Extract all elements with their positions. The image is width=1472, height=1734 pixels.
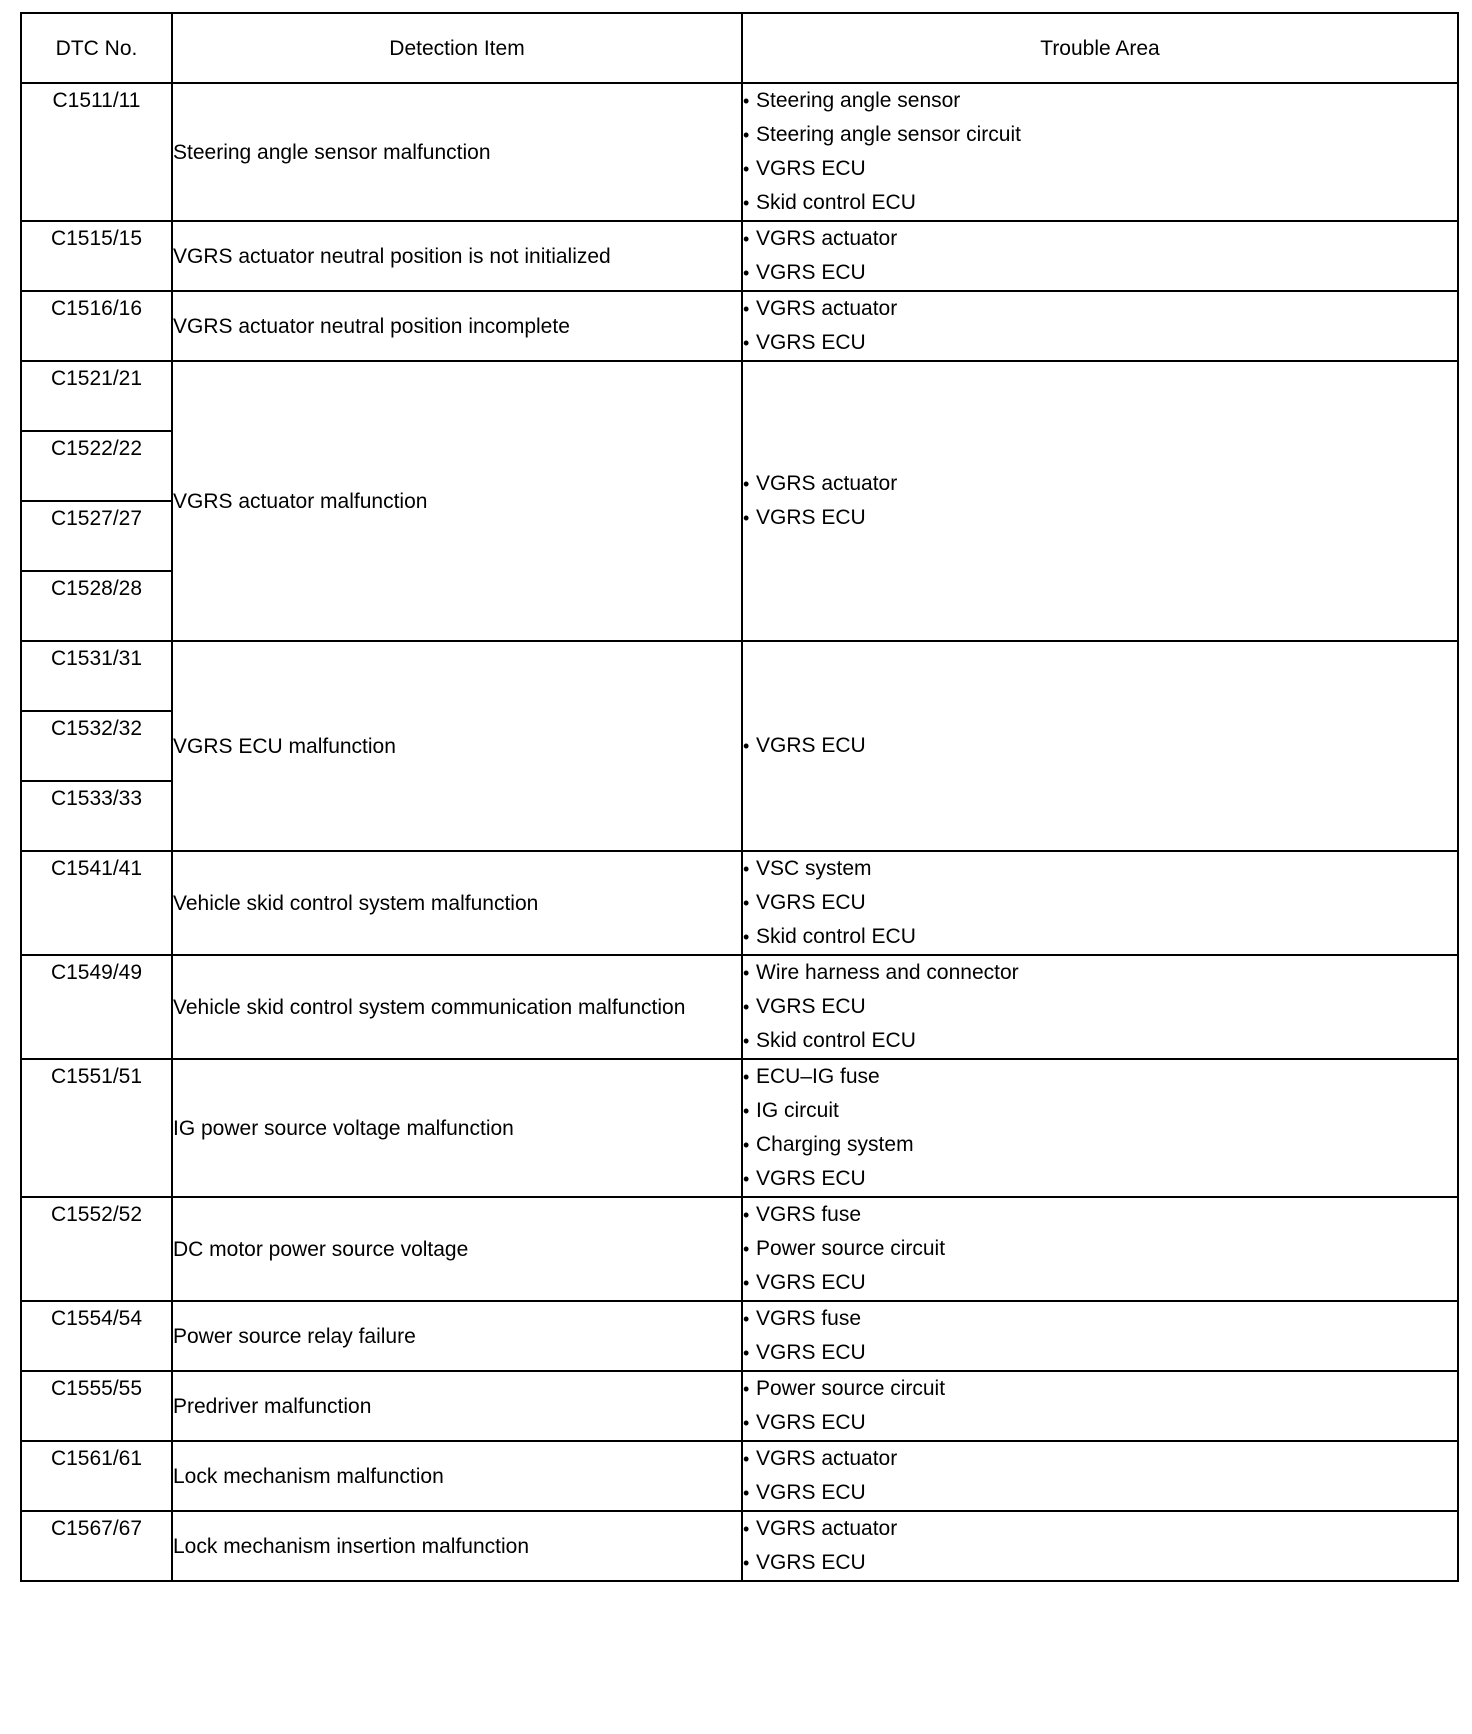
- dtc-code: C1516/16: [21, 291, 172, 361]
- dtc-table: [20, 12, 1459, 1582]
- trouble-area-item: [743, 1512, 1457, 1546]
- trouble-area: [742, 955, 1458, 1059]
- trouble-area-item: [743, 1128, 1457, 1162]
- trouble-area-item: [743, 1406, 1457, 1440]
- trouble-area: [742, 1197, 1458, 1301]
- trouble-area-text: VGRS ECU: [756, 1411, 866, 1434]
- detection-item: Lock mechanism malfunction: [172, 1441, 742, 1511]
- table-row: [21, 955, 1458, 1059]
- trouble-area-text: VGRS ECU: [756, 506, 866, 529]
- detection-item: Steering angle sensor malfunction: [172, 83, 742, 221]
- trouble-area-text: VGRS fuse: [756, 1307, 862, 1330]
- trouble-area-text: Steering angle sensor: [756, 89, 961, 112]
- bullet-icon: •: [743, 1309, 750, 1329]
- bullet-icon: •: [743, 963, 750, 983]
- trouble-area-item: [743, 222, 1457, 256]
- bullet-icon: •: [743, 1379, 750, 1399]
- trouble-area-text: VGRS actuator: [756, 472, 898, 495]
- detection-item: Vehicle skid control system communication malfunction: [172, 955, 742, 1059]
- trouble-area-item: [743, 1336, 1457, 1370]
- trouble-area-item: [743, 1162, 1457, 1196]
- table-row: [21, 291, 1458, 361]
- detection-item: IG power source voltage malfunction: [172, 1059, 742, 1197]
- table-header: [21, 13, 1458, 83]
- dtc-code: C1522/22: [21, 431, 172, 501]
- dtc-code: C1554/54: [21, 1301, 172, 1371]
- bullet-icon: •: [743, 193, 750, 213]
- trouble-area-text: VGRS ECU: [756, 1481, 866, 1504]
- bullet-icon: •: [743, 333, 750, 353]
- bullet-icon: •: [743, 1101, 750, 1121]
- trouble-area: [742, 1301, 1458, 1371]
- trouble-area-item: [743, 956, 1457, 990]
- bullet-icon: •: [743, 1553, 750, 1573]
- bullet-icon: •: [743, 1483, 750, 1503]
- trouble-area-text: VGRS fuse: [756, 1203, 862, 1226]
- trouble-area-item: [743, 729, 1457, 763]
- trouble-area-item: [743, 326, 1457, 360]
- dtc-code: C1531/31: [21, 641, 172, 711]
- bullet-icon: •: [743, 1273, 750, 1293]
- trouble-area-text: VGRS ECU: [756, 1551, 866, 1574]
- table-row: [21, 361, 1458, 431]
- bullet-icon: •: [743, 159, 750, 179]
- trouble-area-text: VGRS ECU: [756, 995, 866, 1018]
- bullet-icon: •: [743, 893, 750, 913]
- table-row: [21, 1441, 1458, 1511]
- trouble-area-item: [743, 1232, 1457, 1266]
- dtc-code: C1511/11: [21, 83, 172, 221]
- detection-item: VGRS actuator malfunction: [172, 361, 742, 641]
- dtc-code: C1515/15: [21, 221, 172, 291]
- trouble-area-item: [743, 1546, 1457, 1580]
- bullet-icon: •: [743, 1205, 750, 1225]
- table-row: [21, 1197, 1458, 1301]
- trouble-area-text: Skid control ECU: [756, 1029, 916, 1052]
- bullet-icon: •: [743, 1067, 750, 1087]
- trouble-area-item: [743, 852, 1457, 886]
- trouble-area-text: Skid control ECU: [756, 925, 916, 948]
- bullet-icon: •: [743, 1413, 750, 1433]
- dtc-code: C1561/61: [21, 1441, 172, 1511]
- bullet-icon: •: [743, 263, 750, 283]
- bullet-icon: •: [743, 229, 750, 249]
- trouble-area-text: Steering angle sensor circuit: [756, 123, 1021, 146]
- table-row: [21, 851, 1458, 955]
- trouble-area-text: VGRS actuator: [756, 297, 898, 320]
- dtc-code: C1549/49: [21, 955, 172, 1059]
- bullet-icon: •: [743, 1169, 750, 1189]
- table-body: [21, 83, 1458, 1581]
- trouble-area-item: [743, 1476, 1457, 1510]
- trouble-area-item: [743, 1060, 1457, 1094]
- bullet-icon: •: [743, 1031, 750, 1051]
- trouble-area-item: [743, 118, 1457, 152]
- detection-item: Predriver malfunction: [172, 1371, 742, 1441]
- trouble-area: [742, 291, 1458, 361]
- trouble-area-item: [743, 186, 1457, 220]
- table-row: [21, 1301, 1458, 1371]
- trouble-area-text: VSC system: [756, 857, 872, 880]
- dtc-code: C1552/52: [21, 1197, 172, 1301]
- bullet-icon: •: [743, 1519, 750, 1539]
- detection-item: Lock mechanism insertion malfunction: [172, 1511, 742, 1581]
- table-row: [21, 1511, 1458, 1581]
- trouble-area: [742, 83, 1458, 221]
- detection-item: VGRS ECU malfunction: [172, 641, 742, 851]
- trouble-area-text: VGRS ECU: [756, 261, 866, 284]
- detection-item: Vehicle skid control system malfunction: [172, 851, 742, 955]
- trouble-area-text: VGRS ECU: [756, 1271, 866, 1294]
- trouble-area-item: [743, 84, 1457, 118]
- table-row: [21, 1059, 1458, 1197]
- bullet-icon: •: [743, 91, 750, 111]
- trouble-area-text: IG circuit: [756, 1099, 839, 1122]
- trouble-area-item: [743, 256, 1457, 290]
- trouble-area-text: ECU–IG fuse: [756, 1065, 880, 1088]
- bullet-icon: •: [743, 474, 750, 494]
- trouble-area: [742, 851, 1458, 955]
- table-row: [21, 221, 1458, 291]
- trouble-area-item: [743, 1442, 1457, 1476]
- dtc-code: C1555/55: [21, 1371, 172, 1441]
- detection-item: DC motor power source voltage: [172, 1197, 742, 1301]
- table-row: [21, 83, 1458, 221]
- bullet-icon: •: [743, 997, 750, 1017]
- dtc-code: C1551/51: [21, 1059, 172, 1197]
- trouble-area-item: [743, 501, 1457, 535]
- trouble-area-item: [743, 292, 1457, 326]
- detection-item: VGRS actuator neutral position is not initialized: [172, 221, 742, 291]
- dtc-code: C1528/28: [21, 571, 172, 641]
- header-dtc-no: DTC No.: [21, 13, 172, 83]
- trouble-area-text: VGRS ECU: [756, 734, 866, 757]
- trouble-area: [742, 1441, 1458, 1511]
- bullet-icon: •: [743, 859, 750, 879]
- trouble-area-text: VGRS ECU: [756, 1167, 866, 1190]
- bullet-icon: •: [743, 1135, 750, 1155]
- detection-item: Power source relay failure: [172, 1301, 742, 1371]
- bullet-icon: •: [743, 736, 750, 756]
- trouble-area-item: [743, 886, 1457, 920]
- bullet-icon: •: [743, 1239, 750, 1259]
- trouble-area: [742, 221, 1458, 291]
- trouble-area-text: Wire harness and connector: [756, 961, 1019, 984]
- header-detection-item: Detection Item: [172, 13, 742, 83]
- trouble-area-text: VGRS actuator: [756, 227, 898, 250]
- trouble-area-item: [743, 152, 1457, 186]
- trouble-area-text: Skid control ECU: [756, 191, 916, 214]
- table-row: [21, 1371, 1458, 1441]
- dtc-code: C1532/32: [21, 711, 172, 781]
- trouble-area-item: [743, 1302, 1457, 1336]
- trouble-area-text: VGRS actuator: [756, 1447, 898, 1470]
- dtc-code: C1521/21: [21, 361, 172, 431]
- trouble-area-item: [743, 467, 1457, 501]
- trouble-area-text: Charging system: [756, 1133, 914, 1156]
- bullet-icon: •: [743, 299, 750, 319]
- trouble-area: [742, 1059, 1458, 1197]
- trouble-area: [742, 1371, 1458, 1441]
- trouble-area-text: VGRS ECU: [756, 1341, 866, 1364]
- trouble-area-item: [743, 990, 1457, 1024]
- trouble-area-text: Power source circuit: [756, 1377, 946, 1400]
- trouble-area-item: [743, 920, 1457, 954]
- bullet-icon: •: [743, 1449, 750, 1469]
- dtc-code: C1567/67: [21, 1511, 172, 1581]
- trouble-area-text: Power source circuit: [756, 1237, 946, 1260]
- trouble-area-item: [743, 1094, 1457, 1128]
- trouble-area-text: VGRS ECU: [756, 331, 866, 354]
- header-trouble-area: Trouble Area: [742, 13, 1458, 83]
- detection-item: VGRS actuator neutral position incomplete: [172, 291, 742, 361]
- trouble-area-text: VGRS ECU: [756, 891, 866, 914]
- bullet-icon: •: [743, 1343, 750, 1363]
- trouble-area-text: VGRS ECU: [756, 157, 866, 180]
- dtc-code: C1533/33: [21, 781, 172, 851]
- bullet-icon: •: [743, 927, 750, 947]
- trouble-area-item: [743, 1024, 1457, 1058]
- trouble-area-text: VGRS actuator: [756, 1517, 898, 1540]
- trouble-area-item: [743, 1266, 1457, 1300]
- trouble-area-item: [743, 1372, 1457, 1406]
- trouble-area: [742, 641, 1458, 851]
- bullet-icon: •: [743, 508, 750, 528]
- trouble-area-item: [743, 1198, 1457, 1232]
- trouble-area: [742, 1511, 1458, 1581]
- table-row: [21, 641, 1458, 711]
- dtc-code: C1541/41: [21, 851, 172, 955]
- dtc-code: C1527/27: [21, 501, 172, 571]
- bullet-icon: •: [743, 125, 750, 145]
- trouble-area: [742, 361, 1458, 641]
